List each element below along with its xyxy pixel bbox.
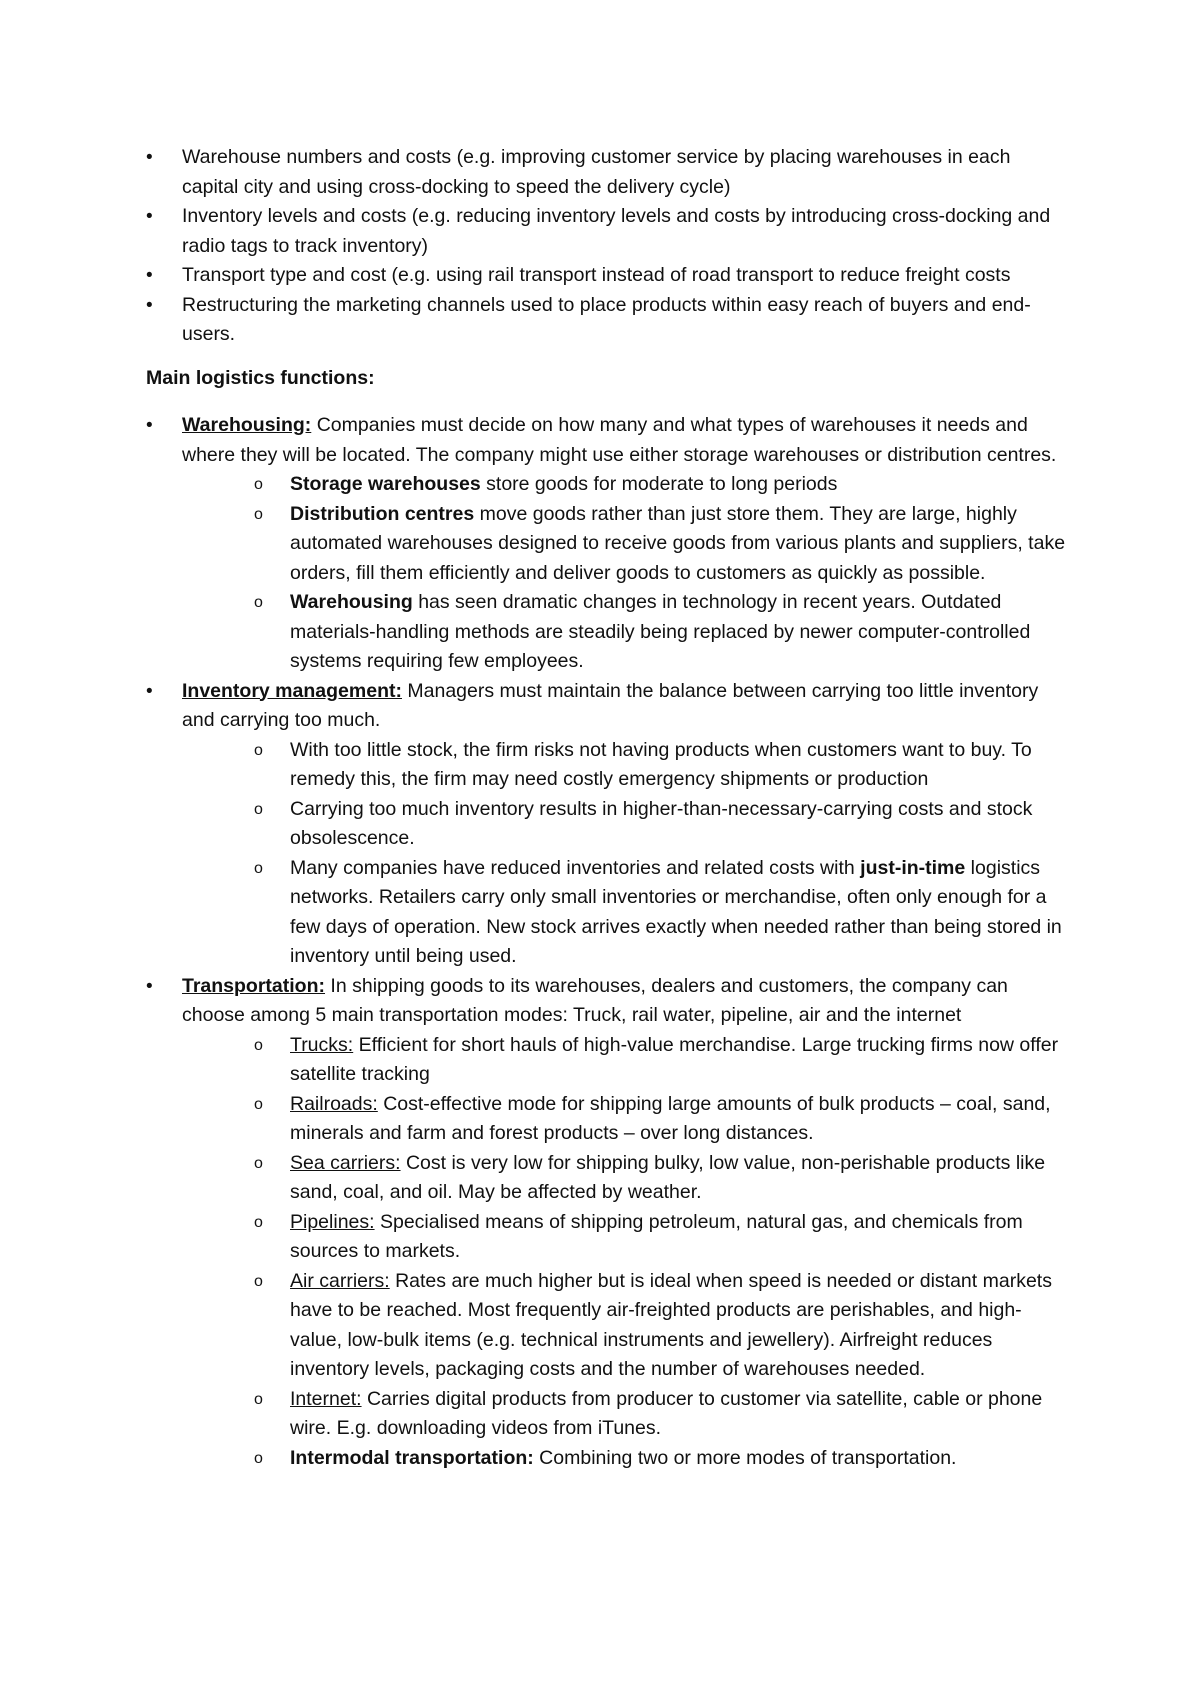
sub-item-term: Pipelines: <box>290 1210 375 1233</box>
list-item-text: Restructuring the marketing channels used to place products within easy reach of buyers and end-users. <box>182 293 1031 345</box>
sub-list-item <box>182 736 1071 795</box>
list-item <box>146 261 1071 291</box>
sub-list-item <box>182 854 1071 972</box>
list-item-text: Transport type and cost (e.g. using rail transport instead of road transport to reduce freight costs <box>182 264 1011 286</box>
sub-item-term: Warehousing <box>290 591 413 613</box>
list-item <box>146 291 1071 350</box>
transportation-text: In shipping goods to its warehouses, dealers and customers, the company can choose among 5 main transportation modes: Truck, rail water, pipeline, air and the internet <box>182 974 1008 1026</box>
sub-item-term: Distribution centres <box>290 502 475 525</box>
sub-item-text: With too little stock, the firm risks not having products when customers want to buy. To remedy this, the firm may need costly emergency shipments or production <box>290 738 1032 790</box>
sub-item-term: Internet: <box>290 1387 362 1410</box>
sub-list-item <box>182 1031 1071 1090</box>
sub-item-text: Rates are much higher but is ideal when speed is needed or distant markets have to be reached. Most frequently air-freighted products are perishables, and high-value, low-bulk items (e.g. technical instruments and jewellery). Airfreight reduces inventory levels, packaging costs and the number of warehouses needed. <box>290 1269 1052 1380</box>
warehousing-term: Warehousing: <box>182 414 312 436</box>
sub-item-text: Efficient for short hauls of high-value merchandise. Large trucking firms now offer satellite tracking <box>290 1033 1059 1085</box>
sub-list-item <box>182 1444 1071 1474</box>
document-page <box>146 143 1071 1473</box>
sub-item-term: Storage warehouses <box>290 473 481 495</box>
sub-list-item <box>182 588 1071 677</box>
logistics-functions-list <box>146 411 1071 1473</box>
warehousing-item <box>146 411 1071 677</box>
inventory-text: Managers must maintain the balance between carrying too little inventory and carrying too much. <box>182 679 1039 731</box>
sub-item-text: logistics networks. Retailers carry only small inventories or merchandise, often only enough for a few days of operation. New stock arrives exactly when needed rather than being stored in inventory until being used. <box>290 856 1062 967</box>
sub-item-text: Carrying too much inventory results in higher-than-necessary-carrying costs and stock obsolescence. <box>290 797 1033 849</box>
sub-list-item <box>182 1090 1071 1149</box>
sub-item-text: has seen dramatic changes in technology in recent years. Outdated materials-handling methods are steadily being replaced by newer computer-controlled systems requiring few employees. <box>290 591 1031 672</box>
sub-item-term: Trucks: <box>290 1033 354 1056</box>
sub-item-term: just-in-time <box>860 856 966 879</box>
transportation-item <box>146 972 1071 1474</box>
sub-list-item <box>182 1385 1071 1444</box>
list-item-text: Inventory levels and costs (e.g. reducing inventory levels and costs by introducing cross-docking and radio tags to track inventory) <box>182 205 1051 257</box>
warehousing-sublist <box>182 470 1071 677</box>
sub-list-item <box>182 1208 1071 1267</box>
sub-list-item <box>182 1267 1071 1385</box>
intro-bullet-list <box>146 143 1071 350</box>
sub-item-term: Air carriers: <box>290 1269 390 1292</box>
sub-list-item <box>182 500 1071 589</box>
inventory-management-item <box>146 677 1071 972</box>
sub-item-text: Cost-effective mode for shipping large amounts of bulk products – coal, sand, minerals and farm and forest products – over long distances. <box>290 1092 1051 1144</box>
sub-item-text: move goods rather than just store them. They are large, highly automated warehouses designed to receive goods from various plants and suppliers, take orders, fill them efficiently and deliver goods to customers as quickly as possible. <box>290 502 1066 584</box>
sub-item-text: Carries digital products from producer to customer via satellite, cable or phone wire. E.g. downloading videos from iTunes. <box>290 1387 1043 1439</box>
sub-item-text: Cost is very low for shipping bulky, low value, non-perishable products like sand, coal, and oil. May be affected by weather. <box>290 1151 1046 1203</box>
sub-item-text: Specialised means of shipping petroleum, natural gas, and chemicals from sources to markets. <box>290 1210 1023 1262</box>
warehousing-text: Companies must decide on how many and what types of warehouses it needs and where they will be located. The company might use either storage warehouses or distribution centres. <box>182 414 1057 466</box>
inventory-sublist <box>182 736 1071 972</box>
list-item <box>146 143 1071 202</box>
sub-item-term: Intermodal transportation: <box>290 1446 534 1469</box>
sub-item-text: store goods for moderate to long periods <box>480 473 838 495</box>
sub-item-term: Sea carriers: <box>290 1151 401 1174</box>
list-item-text: Warehouse numbers and costs (e.g. improving customer service by placing warehouses in each capital city and using cross-docking to speed the delivery cycle) <box>182 146 1011 198</box>
section-heading: Main logistics functions: <box>146 366 375 389</box>
sub-list-item <box>182 470 1071 500</box>
sub-item-text: Combining two or more modes of transportation. <box>533 1446 957 1469</box>
list-item <box>146 202 1071 261</box>
transportation-sublist <box>182 1031 1071 1474</box>
sub-item-term: Railroads: <box>290 1092 378 1115</box>
sub-list-item <box>182 1149 1071 1208</box>
transportation-term: Transportation: <box>182 974 326 997</box>
sub-item-text: Many companies have reduced inventories and related costs with <box>290 856 861 879</box>
sub-list-item <box>182 795 1071 854</box>
inventory-term: Inventory management: <box>182 679 402 702</box>
